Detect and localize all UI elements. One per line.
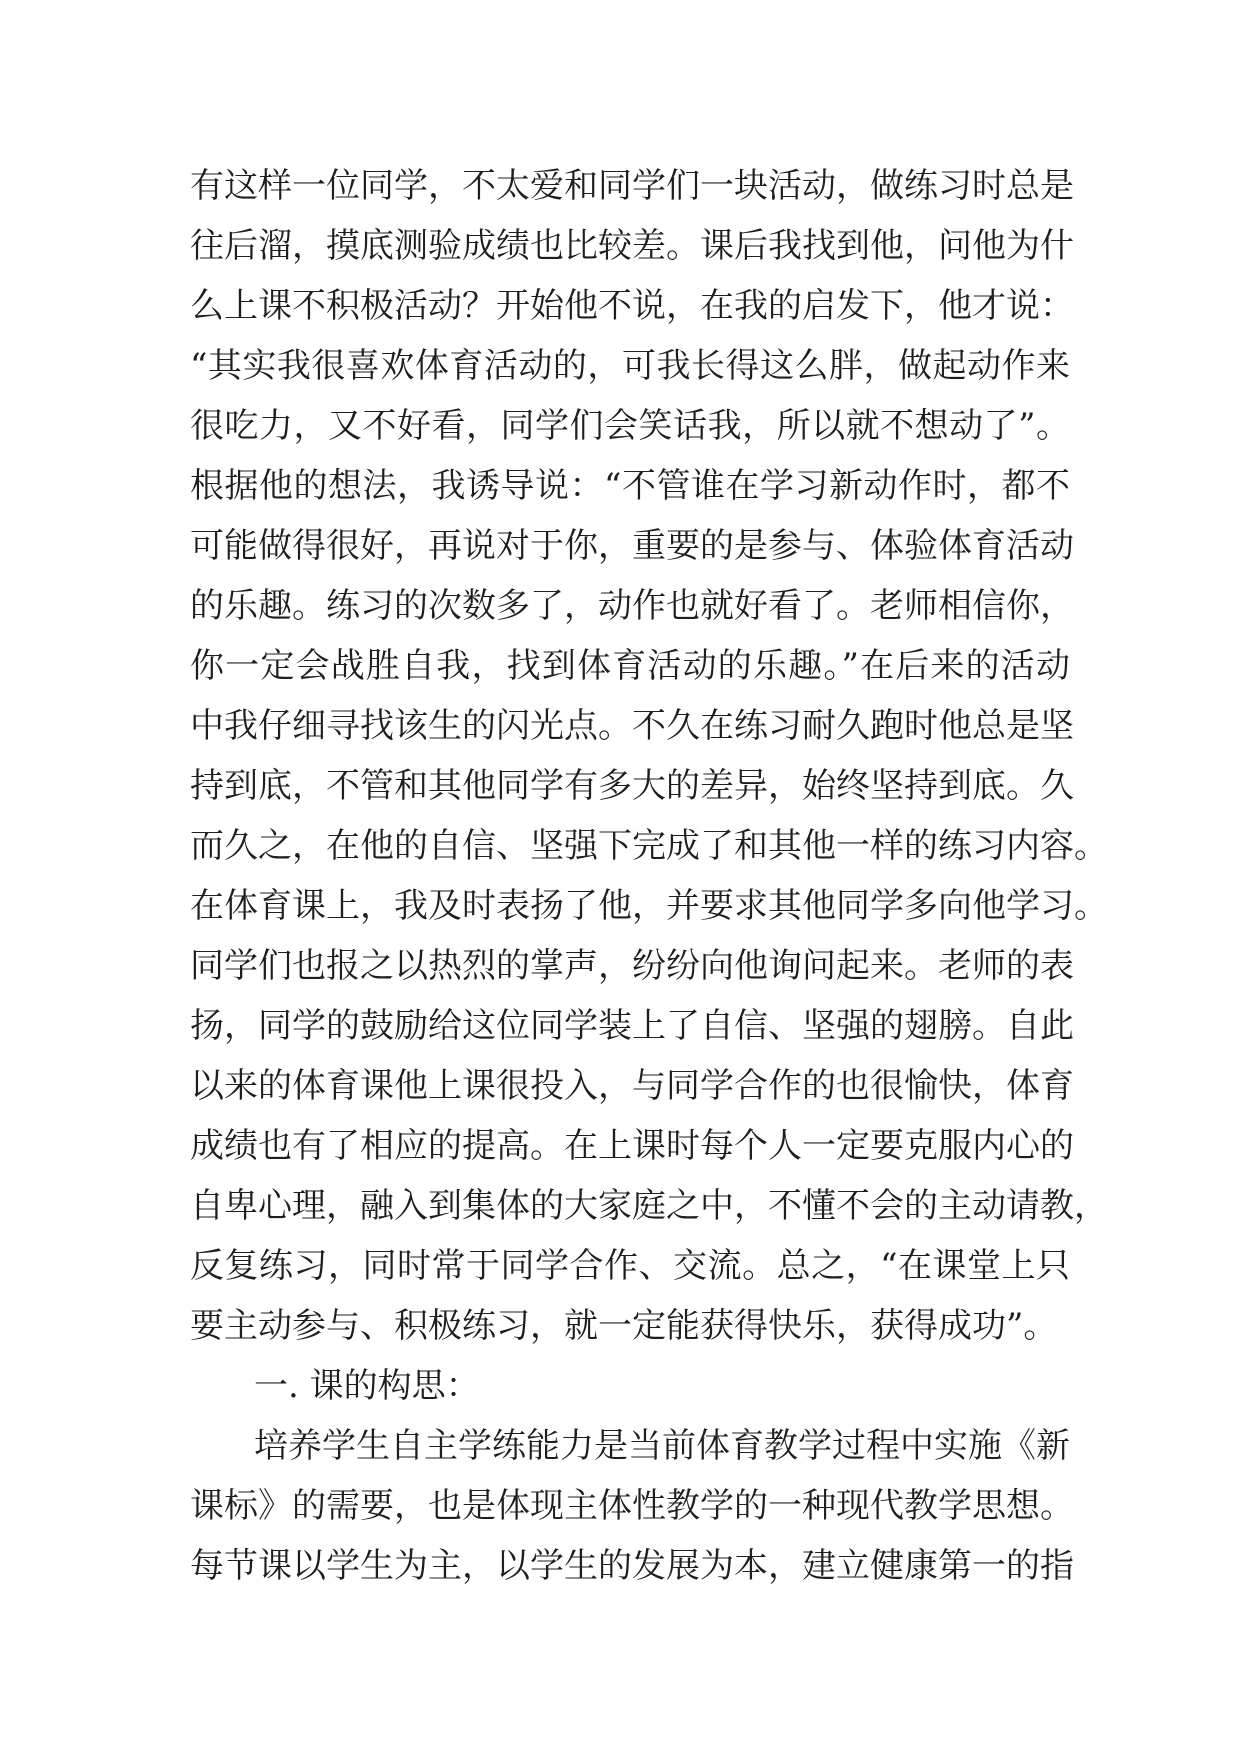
text-line: “其实我很喜欢体育活动的，可我长得这么胖，做起动作来 [190, 346, 1070, 386]
text-line: 有这样一位同学，不太爱和同学们一块活动，做练习时总是 [190, 166, 1074, 206]
text-line: 自卑心理，融入到集体的大家庭之中，不懂不会的主动请教， [190, 1186, 1108, 1226]
text-line: 扬，同学的鼓励给这位同学装上了自信、坚强的翅膀。自此 [190, 1006, 1074, 1046]
text-line: 反复练习，同时常于同学合作、交流。总之，“在课堂上只 [190, 1246, 1070, 1286]
text-line: 每节课以学生为主，以学生的发展为本，建立健康第一的指 [190, 1546, 1074, 1586]
text-line: 根据他的想法，我诱导说：“不管谁在学习新动作时，都不 [190, 466, 1070, 506]
text-line: 培养学生自主学练能力是当前体育教学过程中实施《新 [254, 1426, 1070, 1466]
document-body [190, 156, 1108, 1596]
text-line: 在体育课上，我及时表扬了他，并要求其他同学多向他学习。 [190, 886, 1108, 926]
text-line: 很吃力，又不好看，同学们会笑话我，所以就不想动了”。 [190, 406, 1070, 446]
text-line: 成绩也有了相应的提高。在上课时每个人一定要克服内心的 [190, 1126, 1074, 1166]
text-line: 中我仔细寻找该生的闪光点。不久在练习耐久跑时他总是坚 [190, 706, 1074, 746]
section-heading: 一. 课的构思： [254, 1366, 480, 1406]
text-line: 么上课不积极活动？开始他不说，在我的启发下，他才说： [190, 286, 1074, 326]
text-line: 持到底，不管和其他同学有多大的差异，始终坚持到底。久 [190, 766, 1074, 806]
text-line: 往后溜，摸底测验成绩也比较差。课后我找到他，问他为什 [190, 226, 1074, 266]
text-line: 而久之，在他的自信、坚强下完成了和其他一样的练习内容。 [190, 826, 1108, 866]
text-line: 课标》的需要，也是体现主体性教学的一种现代教学思想。 [190, 1486, 1074, 1526]
text-line: 以来的体育课他上课很投入，与同学合作的也很愉快，体育 [190, 1066, 1074, 1106]
text-line: 同学们也报之以热烈的掌声，纷纷向他询问起来。老师的表 [190, 946, 1074, 986]
text-line: 可能做得很好，再说对于你，重要的是参与、体验体育活动 [190, 526, 1074, 566]
text-line: 要主动参与、积极练习，就一定能获得快乐，获得成功”。 [190, 1306, 1058, 1346]
text-line: 你一定会战胜自我，找到体育活动的乐趣。”在后来的活动 [190, 646, 1070, 686]
text-line: 的乐趣。练习的次数多了，动作也就好看了。老师相信你， [190, 586, 1074, 626]
